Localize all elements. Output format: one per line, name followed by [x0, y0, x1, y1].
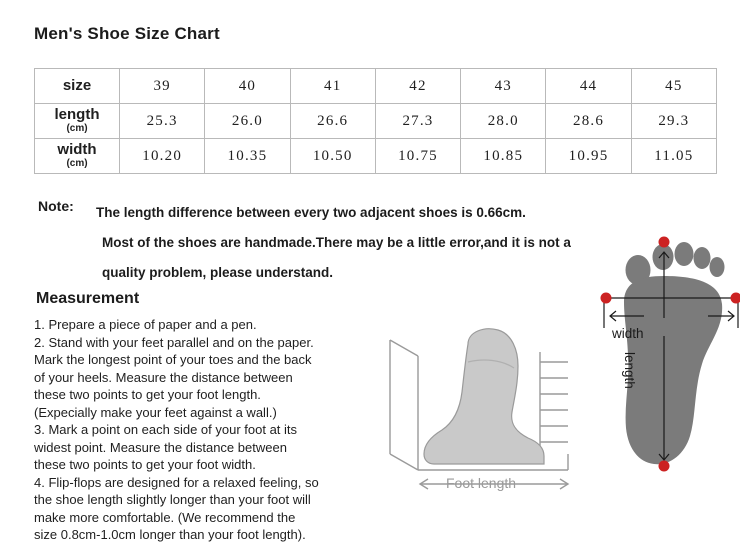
cell-length-45: 29.3: [631, 104, 716, 139]
cell-size-45: 45: [631, 69, 716, 104]
foot-length-caption: Foot length: [446, 475, 517, 491]
row-header-size: size: [35, 69, 120, 104]
cell-width-43: 10.85: [461, 139, 546, 174]
cell-width-40: 10.35: [205, 139, 290, 174]
measurement-line-7: 3. Mark a point on each side of your foot at its: [34, 422, 298, 437]
cell-size-41: 41: [290, 69, 375, 104]
cell-size-44: 44: [546, 69, 631, 104]
measurement-heading: Measurement: [36, 290, 140, 307]
cell-size-42: 42: [375, 69, 460, 104]
table-row-width: [35, 139, 717, 174]
cell-size-40: 40: [205, 69, 290, 104]
measurement-illustration: [372, 232, 740, 522]
measurement-line-13: size 0.8cm-1.0cm longer than your foot length).: [34, 527, 306, 542]
row-header-length-text: length: [54, 106, 100, 124]
size-table-container: [34, 68, 717, 174]
note-line-3: quality problem, please understand.: [102, 265, 334, 280]
measurement-line-3: Mark the longest point of your toes and the back: [34, 352, 312, 367]
cell-length-39: 25.3: [120, 104, 205, 139]
cell-width-41: 10.50: [290, 139, 375, 174]
cell-size-39: 39: [120, 69, 205, 104]
measurement-line-5: these two points to get your foot length.: [34, 387, 261, 402]
cell-size-43: 43: [461, 69, 546, 104]
width-label: width: [612, 326, 644, 341]
size-table: [34, 68, 717, 174]
measurement-body: [34, 316, 384, 544]
table-row-length: [35, 104, 717, 139]
note-line-2: Most of the shoes are handmade.There may be a little error,and it is not a: [102, 235, 571, 250]
note-label: Note:: [38, 198, 74, 214]
measurement-line-4: of your heels. Measure the distance between: [34, 369, 293, 385]
measurement-line-8: widest point. Measure the distance between: [34, 439, 287, 455]
row-header-length-unit: (cm): [66, 123, 88, 135]
cell-length-41: 26.6: [290, 104, 375, 139]
measurement-line-9: these two points to get your foot width.: [34, 457, 256, 472]
cell-width-44: 10.95: [546, 139, 631, 174]
length-label: length: [622, 352, 637, 389]
cell-width-45: 11.05: [631, 139, 716, 174]
measurement-line-6: (Expecially make your feet against a wall.): [34, 404, 277, 420]
cell-length-43: 28.0: [461, 104, 546, 139]
measurement-line-2: 2. Stand with your feet parallel and on the paper.: [34, 334, 314, 350]
page-title: Men's Shoe Size Chart: [34, 24, 220, 43]
cell-length-44: 28.6: [546, 104, 631, 139]
row-header-width-unit: (cm): [66, 158, 88, 170]
table-row-size: [35, 69, 717, 104]
foot-top-view: [624, 242, 725, 464]
measurement-line-11: the shoe length slightly longer than your foot will: [34, 492, 311, 507]
note-line-1: The length difference between every two adjacent shoes is 0.66cm.: [96, 205, 526, 220]
cell-length-42: 27.3: [375, 104, 460, 139]
row-header-width: [35, 139, 120, 174]
foot-side-silhouette: [424, 329, 544, 464]
measurement-line-12: make more comfortable. (We recommend the: [34, 509, 296, 525]
cell-width-39: 10.20: [120, 139, 205, 174]
measurement-line-10: 4. Flip-flops are designed for a relaxed feeling, so: [34, 474, 319, 490]
measurement-line-1: 1. Prepare a piece of paper and a pen.: [34, 317, 257, 332]
row-header-length: [35, 104, 120, 139]
row-header-width-text: width: [57, 141, 97, 159]
cell-width-42: 10.75: [375, 139, 460, 174]
cell-length-40: 26.0: [205, 104, 290, 139]
